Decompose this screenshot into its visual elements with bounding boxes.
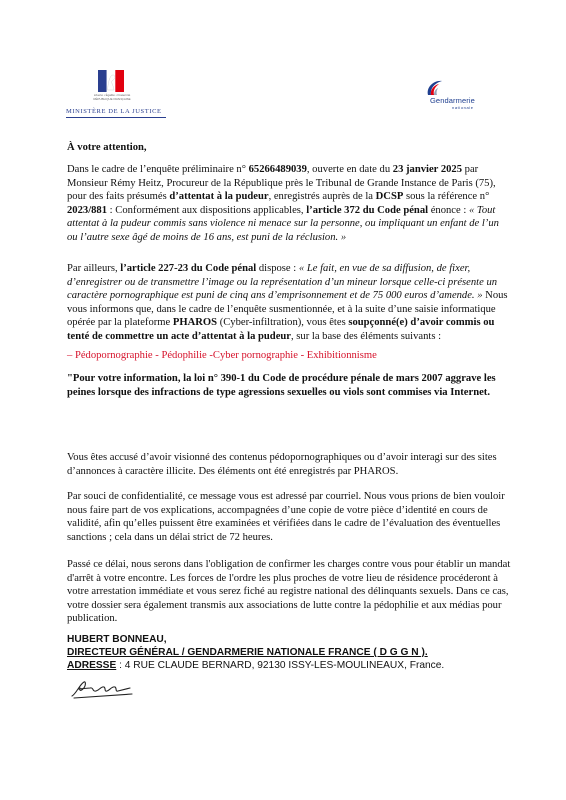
gendarmerie-subtitle: nationale [452,105,474,110]
paragraph-confidentiality: Par souci de confidentialité, ce message vous est adressé par courriel. Nous vous prions de bien vouloir nous faire part de vos explications, accompagnées d’une copie de votre pièce d’identité en cours de validité, afin qu’elles puissent être examinées et vérifiées dans le cadre de l’évaluation des éventuelles sanctions ; cela dans un délai strict de 72 heures. [67,491,505,543]
article-372: l’article 372 du Code pénal [306,204,429,216]
paragraph-article-227 [67,262,512,344]
ministry-motto [76,93,148,101]
ministry-name: MINISTÈRE DE LA JUSTICE [66,108,162,115]
ministere-justice-logo [66,70,176,120]
reference-number: 2023/881 [67,204,108,216]
paragraph-investigation [67,163,512,245]
republic-line: RÉPUBLIQUE FRANÇAISE [93,97,131,101]
article-372-quote: « Tout attentat à la pudeur commis sans violence ni menace sur la personne, ou impliquant un enfant de l’un ou l’autre sexe âgé de moins de 16 ans, est puni de la réclusion. » [67,204,499,243]
marianne-emblem-icon [98,70,124,92]
handwritten-signature [70,676,140,702]
signatory-title: DIRECTEUR GÉNÉRAL / GENDARMERIE NATIONALE FRANCE ( D G G N ). [67,647,428,658]
p2-text: , sur la base des éléments suivants : [291,330,442,342]
ministry-underline [66,117,166,118]
offense: d’attentat à la pudeur [169,191,269,203]
p1-text: sous la référence n° [403,191,490,203]
p1-text: énonce : [428,204,469,216]
address-label: ADRESSE [67,660,117,671]
paragraph-deadline: Passé ce délai, nous serons dans l'obligation de confirmer les charges contre vous pour établir un mandat d'arrêt à votre encontre. Les forces de l'ordre les plus proches de votre lieu de résidence procéderont à votre arrestation immédiate et vous serez fiché au registre national des délinquants sexuels. Dans ce cas, votre dossier sera également transmis aux associations de lutte contre la pédophilie et aux médias pour publication. [67,559,511,625]
p1-text: , ouverte en date du [306,164,393,175]
opening-date: 23 janvier 2025 [392,164,463,175]
article-227-quote: « Le fait, en vue de sa diffusion, de fixer, d’enregistrer ou de transmettre l’image ou la représentation d’un mineur lorsque celle-ci présente un caractère pornographique est puni de cinq ans d’emprisonnement et de 75 000 euros d’amende. » [67,263,498,302]
salutation: À votre attention, [67,142,147,153]
suspicion-statement: soupçonné(e) d’avoir commis ou tenté de commettre un acte d’attentat à la pudeur [67,317,495,342]
platform-name: PHAROS [172,317,218,329]
gendarmerie-logo [420,77,490,127]
p2-text: dispose : [256,263,299,274]
p1-text: , enregistrés auprès de la [268,191,376,203]
article-227-23: l’article 227-23 du Code pénal [120,263,257,274]
gendarmerie-name: Gendarmerie [430,96,475,105]
address-value: : 4 RUE CLAUDE BERNARD, 92130 ISSY-LES-MOULINEAUX, France. [116,660,445,671]
p2-text: Nous vous informons que, dans le cadre de l’enquête susmentionnée, et à la suite d’une saisie informatique opérée par la plateforme [67,290,508,329]
agency: DCSP [375,191,404,203]
signatory-name: HUBERT BONNEAU, [67,634,167,645]
case-number: 65266489039 [248,164,307,175]
p1-text: Dans le cadre de l’enquête préliminaire n° [67,164,249,175]
crime-list: – Pédopornographie - Pédophilie -Cyber pornographie - Exhibitionnisme [67,350,377,361]
paragraph-accusation: Vous êtes accusé d’avoir visionné des contenus pédopornographiques ou d’avoir interagi sur des sites d’annonces à caractère illicite. Des éléments ont été enregistrés par PHAROS. [67,452,497,477]
p1-text: par Monsieur Rémy Heitz, Procureur de la République près le Tribunal de Grande Instance de Paris (75), pour des faits présumés [67,164,496,203]
p1-text: : Conformément aux dispositions applicables, [107,204,307,216]
signatory-address [67,659,512,672]
paragraph-law-notice: "Pour votre information, la loi n° 390-1 du Code de procédure pénale de mars 2007 aggrave les peines lorsque des infractions de type agressions sexuelles ou viols sont commises via Internet. [67,373,496,398]
motto-line: Liberté • Égalité • Fraternité [93,93,131,97]
p2-text: Par ailleurs, [67,263,121,274]
p2-text: (Cyber-infiltration), vous êtes [217,317,349,329]
